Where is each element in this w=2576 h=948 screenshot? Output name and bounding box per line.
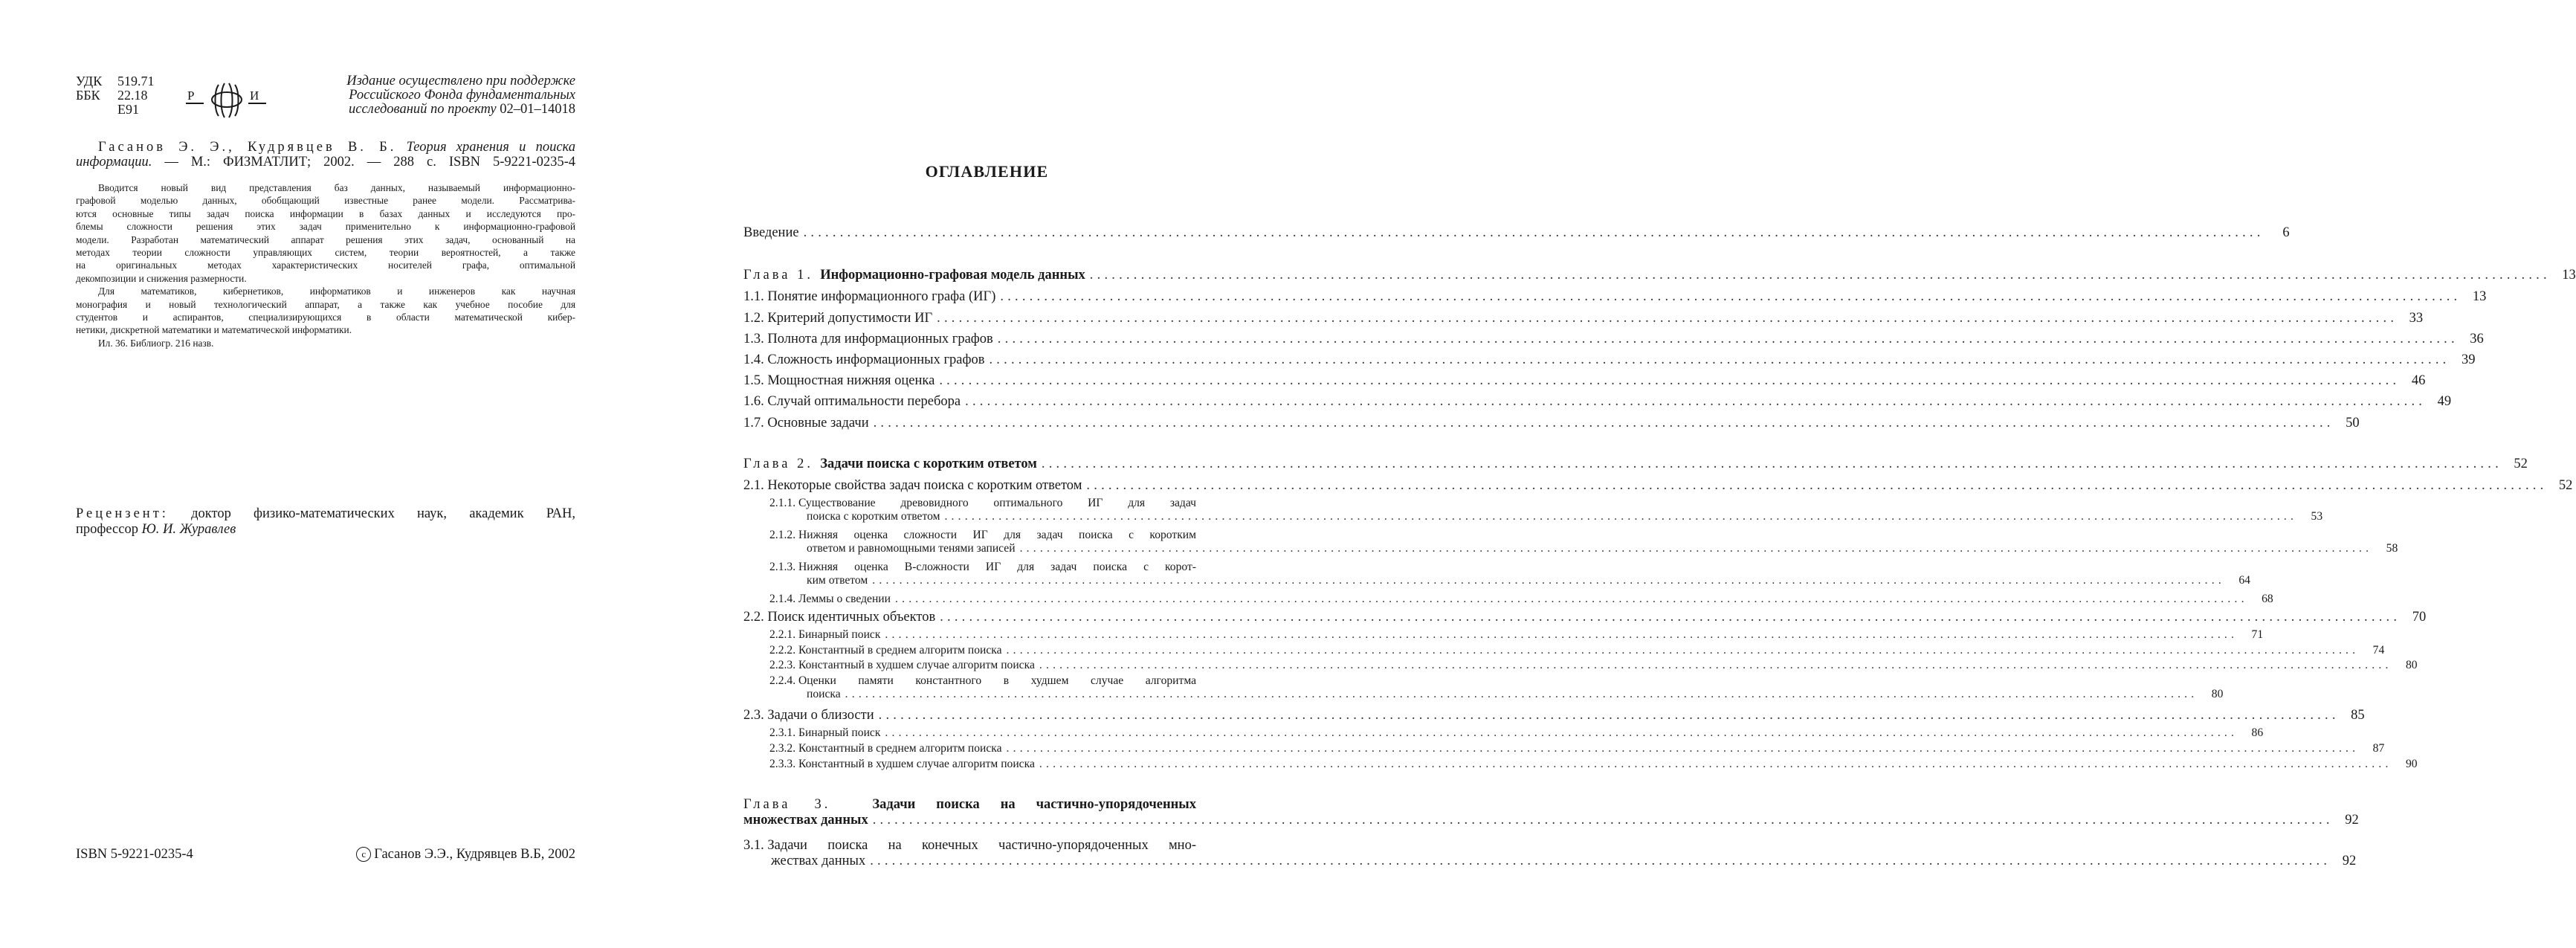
logo-stroke bbox=[222, 83, 225, 117]
reviewer-credentials: доктор физико-математических наук, академик РАН, bbox=[191, 506, 576, 521]
toc-page-number: 39 bbox=[2461, 352, 2476, 367]
abstract-line: модели. Разработан математический аппарат решения этих задач, основанный на bbox=[76, 233, 575, 245]
toc-entry-title-continued: ответом и равномощными тенями записей bbox=[807, 542, 1016, 555]
toc-entry-title: Введение bbox=[743, 225, 799, 240]
chapter-label: Глава 2. bbox=[743, 457, 813, 471]
leader-dots: ........................................................................................................................................................................................................ bbox=[845, 688, 2198, 700]
toc-page-number: 13 bbox=[2562, 268, 2576, 283]
toc-entry-section[interactable] bbox=[743, 373, 2426, 389]
logo-stroke bbox=[229, 83, 233, 117]
toc-entry-section[interactable] bbox=[743, 416, 2360, 431]
logo-letter-left: Р bbox=[187, 88, 195, 103]
logo-stroke bbox=[216, 85, 219, 116]
funding-line-1: Издание осуществлено при поддержке bbox=[346, 74, 575, 88]
leader-dots: ........................................................................................................................................................................................................ bbox=[989, 352, 2450, 367]
toc-page-number: 85 bbox=[2351, 708, 2365, 723]
toc-entry-chapter-1[interactable] bbox=[743, 268, 2576, 283]
logo-stroke bbox=[235, 85, 239, 116]
leader-dots: ........................................................................................................................................................................................................ bbox=[965, 394, 2427, 409]
section-number: 2.2.2. bbox=[769, 644, 796, 657]
leader-dots: ........................................................................................................................................................................................................ bbox=[997, 332, 2459, 346]
copyright-text: Гасанов Э.Э., Кудрявцев В.Б, 2002 bbox=[374, 847, 575, 862]
leader-dots: ........................................................................................................................................................................................................ bbox=[873, 416, 2334, 431]
toc-entry-subsection[interactable] bbox=[743, 742, 2385, 755]
leader-dots: ........................................................................................................................................................................................................ bbox=[940, 610, 2401, 625]
toc-entry-title: Мощностная нижняя оценка bbox=[767, 373, 935, 388]
toc-entry-subsection[interactable] bbox=[743, 659, 2418, 672]
toc-page-number: 86 bbox=[2251, 726, 2264, 739]
toc-entry-title: Задачи о близости bbox=[767, 708, 874, 723]
udk-label: УДК bbox=[76, 74, 103, 88]
toc-entry-section[interactable] bbox=[743, 708, 2365, 723]
abstract bbox=[76, 181, 575, 349]
illustrations-count: Ил. 36. Библиогр. 216 назв. bbox=[98, 337, 214, 349]
toc-entry-subsection[interactable] bbox=[743, 628, 2264, 642]
reviewer-label: Рецензент: bbox=[76, 506, 169, 521]
toc-entry-title: Бинарный поиск bbox=[798, 726, 881, 739]
toc-entry-title: Оценки памяти константного в худшем случае алгоритма bbox=[798, 674, 1196, 687]
toc-entry-section[interactable] bbox=[743, 838, 2357, 869]
section-number: 1.3. bbox=[743, 332, 764, 346]
leader-dots: ........................................................................................................................................................................................................ bbox=[1039, 659, 2392, 671]
toc-page-number: 53 bbox=[2311, 510, 2323, 523]
toc-entry-title: Поиск идентичных объектов bbox=[767, 610, 936, 625]
toc-entry-title: Бинарный поиск bbox=[798, 628, 881, 641]
leader-dots: ........................................................................................................................................................................................................ bbox=[1086, 478, 2548, 493]
reviewer bbox=[76, 506, 575, 538]
toc-entry-chapter-2[interactable] bbox=[743, 457, 2528, 472]
toc-page-number: 52 bbox=[2514, 457, 2528, 471]
section-number: 2.3.3. bbox=[769, 758, 796, 770]
toc-page-number: 92 bbox=[2345, 813, 2359, 828]
toc-page-number: 46 bbox=[2411, 373, 2426, 388]
left-page bbox=[0, 0, 636, 948]
section-number: 2.2.1. bbox=[769, 628, 796, 641]
funding-line-3: исследований по проекту bbox=[349, 102, 497, 117]
toc-entry-section[interactable] bbox=[743, 311, 2424, 326]
audience-line: монография и новый технологический аппарат, а также как учебное пособие для bbox=[76, 298, 575, 310]
chapter-title: Задачи поиска на частично-упорядоченных bbox=[872, 797, 1197, 812]
toc-entry-section[interactable] bbox=[743, 352, 2476, 368]
bbk-label: ББК bbox=[76, 88, 100, 103]
section-number: 2.2. bbox=[743, 610, 764, 625]
leader-dots: ........................................................................................................................................................................................................ bbox=[878, 708, 2340, 723]
toc-entry-title: Константный в среднем алгоритм поиска bbox=[798, 644, 1002, 657]
chapter-label: Глава 3. bbox=[743, 797, 831, 812]
section-number: 1.2. bbox=[743, 311, 764, 326]
isbn: ISBN 5-9221-0235-4 bbox=[76, 847, 193, 862]
funding-note bbox=[286, 74, 575, 117]
leader-dots: ........................................................................................................................................................................................................ bbox=[1089, 268, 2551, 283]
section-number: 2.1. bbox=[743, 478, 764, 493]
leader-dots: ........................................................................................................................................................................................................ bbox=[1006, 644, 2360, 657]
section-number: 3.1. bbox=[743, 838, 764, 853]
audience-line: студентов и аспирантов, специализирующихся в области математической кибер- bbox=[76, 312, 575, 323]
toc-page-number: 36 bbox=[2470, 332, 2484, 346]
bbk-value: 22.18 bbox=[117, 88, 148, 103]
toc-page-number: 92 bbox=[2342, 854, 2357, 868]
bibliographic-record bbox=[76, 140, 575, 170]
chapter-title: Задачи поиска с коротким ответом bbox=[820, 457, 1037, 471]
abstract-line: методах теории сложности управляющих систем, теории вероятностей, а также bbox=[76, 247, 575, 259]
audience-line: нетики, дискретной математики и математической информатики. bbox=[76, 324, 352, 336]
section-number: 1.5. bbox=[743, 373, 764, 388]
toc-entry-section[interactable] bbox=[743, 610, 2427, 625]
toc-entry-section[interactable] bbox=[743, 394, 2452, 410]
leader-dots: ........................................................................................................................................................................................................ bbox=[870, 854, 2331, 868]
toc-entry-title: Задачи поиска на конечных частично-упорядоченных мно- bbox=[767, 838, 1196, 853]
audience-line: Для математиков, кибернетиков, информатиков и инженеров как научная bbox=[98, 286, 575, 297]
leader-dots: ........................................................................................................................................................................................................ bbox=[939, 373, 2401, 388]
toc-entry-title: Константный в худшем случае алгоритм поиска bbox=[798, 659, 1035, 671]
leader-dots: ........................................................................................................................................................................................................ bbox=[937, 311, 2398, 326]
author-mark: Е91 bbox=[117, 102, 139, 117]
section-number: 2.2.4. bbox=[769, 674, 796, 687]
toc-page-number: 68 bbox=[2262, 593, 2273, 605]
section-number: 1.1. bbox=[743, 289, 764, 304]
toc-page-number: 33 bbox=[2409, 311, 2424, 326]
leader-dots: ........................................................................................................................................................................................................ bbox=[885, 726, 2238, 739]
toc-entry-title: Нижняя оценка В-сложности ИГ для задач поиска с корот- bbox=[798, 561, 1196, 573]
leader-dots: ........................................................................................................................................................................................................ bbox=[1019, 542, 2373, 555]
section-number: 2.3. bbox=[743, 708, 764, 723]
toc-entry-title: Сложность информационных графов bbox=[767, 352, 985, 367]
book-title-part2: информации. bbox=[76, 155, 152, 170]
toc-page-number: 90 bbox=[2405, 758, 2418, 770]
toc-entry-section[interactable] bbox=[743, 289, 2487, 305]
abstract-line: ются основные типы задач поиска информации в базах данных и исследуются про- bbox=[76, 207, 575, 219]
toc-page-number: 71 bbox=[2251, 628, 2264, 641]
toc-page-number: 6 bbox=[2282, 225, 2290, 240]
toc-entry-title: Константный в среднем алгоритм поиска bbox=[798, 742, 1002, 755]
toc-entry-subsection[interactable] bbox=[743, 497, 2323, 523]
chapter-title-continued: множествах данных bbox=[743, 813, 868, 828]
book-title-part1: Теория хранения и поиска bbox=[406, 140, 576, 155]
toc-entry-title: Нижняя оценка сложности ИГ для задач поиска с коротким bbox=[798, 529, 1196, 541]
leader-dots: ........................................................................................................................................................................................................ bbox=[1000, 289, 2462, 304]
logo-ring bbox=[212, 92, 242, 107]
section-number: 2.3.1. bbox=[769, 726, 796, 739]
toc-entry-title: Некоторые свойства задач поиска с коротким ответом bbox=[767, 478, 1082, 493]
leader-dots: ........................................................................................................................................................................................................ bbox=[944, 510, 2298, 523]
toc-entry-title: Случай оптимальности перебора bbox=[767, 394, 961, 409]
section-number: 2.1.2. bbox=[769, 529, 796, 541]
leader-dots: ........................................................................................................................................................................................................ bbox=[872, 574, 2225, 587]
leader-dots: ........................................................................................................................................................................................................ bbox=[895, 593, 2248, 605]
rffi-logo bbox=[186, 82, 268, 119]
toc-page-number: 49 bbox=[2437, 394, 2452, 409]
toc-entry-title: Критерий допустимости ИГ bbox=[767, 311, 933, 326]
toc-entry-subsection[interactable] bbox=[743, 593, 2273, 606]
leader-dots: ........................................................................................................................................................................................................ bbox=[803, 225, 2265, 240]
toc-entry-subsection[interactable] bbox=[743, 561, 2250, 587]
logo-letter-right: И bbox=[250, 88, 259, 103]
abstract-line: блемы сложности решения этих задач применительно к информационно-графовой bbox=[76, 221, 575, 233]
toc-entry-introduction[interactable] bbox=[743, 225, 2290, 241]
abstract-line: декомпозиции и снижения размерности. bbox=[76, 272, 247, 284]
abstract-line: графовой моделью данных, обобщающий известные ранее модели. Рассматрива- bbox=[76, 195, 575, 207]
toc-entry-subsection[interactable] bbox=[743, 644, 2385, 657]
toc-page-number: 80 bbox=[2211, 688, 2224, 700]
toc-page-number: 70 bbox=[2412, 610, 2427, 625]
toc-entry-title: Полнота для информационных графов bbox=[767, 332, 993, 346]
abstract-line: на оригинальных методах характеристических носителей графа, оптимальной bbox=[76, 259, 575, 271]
toc-entry-subsection[interactable] bbox=[743, 726, 2264, 740]
toc-entry-title: Константный в худшем случае алгоритм поиска bbox=[798, 758, 1035, 770]
toc-page-number: 58 bbox=[2386, 542, 2398, 555]
section-number: 1.6. bbox=[743, 394, 764, 409]
section-number: 2.3.2. bbox=[769, 742, 796, 755]
toc-page-number: 64 bbox=[2238, 574, 2250, 587]
project-number: 02–01–14018 bbox=[500, 102, 575, 117]
toc-entry-chapter-3[interactable] bbox=[743, 797, 2359, 828]
toc-entry-title-continued: поиска с коротким ответом bbox=[807, 510, 940, 523]
toc-entry-section[interactable] bbox=[743, 478, 2573, 494]
toc-page-number: 13 bbox=[2472, 289, 2487, 304]
leader-dots: ........................................................................................................................................................................................................ bbox=[1039, 758, 2392, 770]
section-number: 2.1.1. bbox=[769, 497, 796, 509]
copyright-icon: c bbox=[356, 847, 371, 862]
toc-heading: ОГЛАВЛЕНИЕ bbox=[925, 162, 1049, 181]
copyright bbox=[299, 847, 575, 862]
toc-entry-title: Основные задачи bbox=[767, 416, 869, 431]
toc-entry-title-continued: ким ответом bbox=[807, 574, 868, 587]
toc-page-number: 74 bbox=[2372, 644, 2385, 657]
udk-value: 519.71 bbox=[117, 74, 155, 88]
toc-entry-section[interactable] bbox=[743, 332, 2484, 347]
toc-page-number: 87 bbox=[2372, 742, 2385, 755]
section-number: 2.1.3. bbox=[769, 561, 796, 573]
toc-entry-title-continued: поиска bbox=[807, 688, 841, 700]
funding-line-2: Российского Фонда фундаментальных bbox=[349, 88, 575, 103]
section-number: 2.1.4. bbox=[769, 593, 796, 605]
section-number: 1.7. bbox=[743, 416, 764, 431]
classification-codes bbox=[76, 74, 155, 117]
toc-entry-subsection[interactable] bbox=[743, 758, 2418, 771]
toc-entry-title: Существование древовидного оптимального ИГ для задач bbox=[798, 497, 1196, 509]
publication-details: — М.: ФИЗМАТЛИТ; 2002. — 288 с. ISBN 5-9221-0235-4 bbox=[164, 155, 575, 170]
toc-page-number: 80 bbox=[2405, 659, 2418, 671]
toc-page-number: 52 bbox=[2558, 478, 2573, 493]
chapter-label: Глава 1. bbox=[743, 268, 813, 283]
leader-dots: ........................................................................................................................................................................................................ bbox=[885, 628, 2238, 641]
leader-dots: ........................................................................................................................................................................................................ bbox=[1006, 742, 2360, 755]
leader-dots: ........................................................................................................................................................................................................ bbox=[1041, 457, 2502, 471]
section-number: 1.4. bbox=[743, 352, 764, 367]
toc-entry-subsection[interactable] bbox=[743, 674, 2224, 701]
toc-entry-title-continued: жествах данных bbox=[771, 854, 866, 868]
toc-entry-subsection[interactable] bbox=[743, 529, 2398, 555]
leader-dots: ........................................................................................................................................................................................................ bbox=[872, 813, 2334, 828]
authors: Гасанов Э. Э., Кудрявцев В. Б. bbox=[98, 140, 397, 155]
section-number: 2.2.3. bbox=[769, 659, 796, 671]
toc-entry-title: Понятие информационного графа (ИГ) bbox=[767, 289, 996, 304]
toc-entry-title: Леммы о сведении bbox=[798, 593, 891, 605]
abstract-line: Вводится новый вид представления баз данных, называемый информационно- bbox=[98, 182, 575, 193]
reviewer-title: профессор bbox=[76, 522, 138, 537]
reviewer-name: Ю. И. Журавлев bbox=[141, 522, 236, 537]
toc-page-number: 50 bbox=[2346, 416, 2360, 431]
chapter-title: Информационно-графовая модель данных bbox=[820, 268, 1085, 283]
